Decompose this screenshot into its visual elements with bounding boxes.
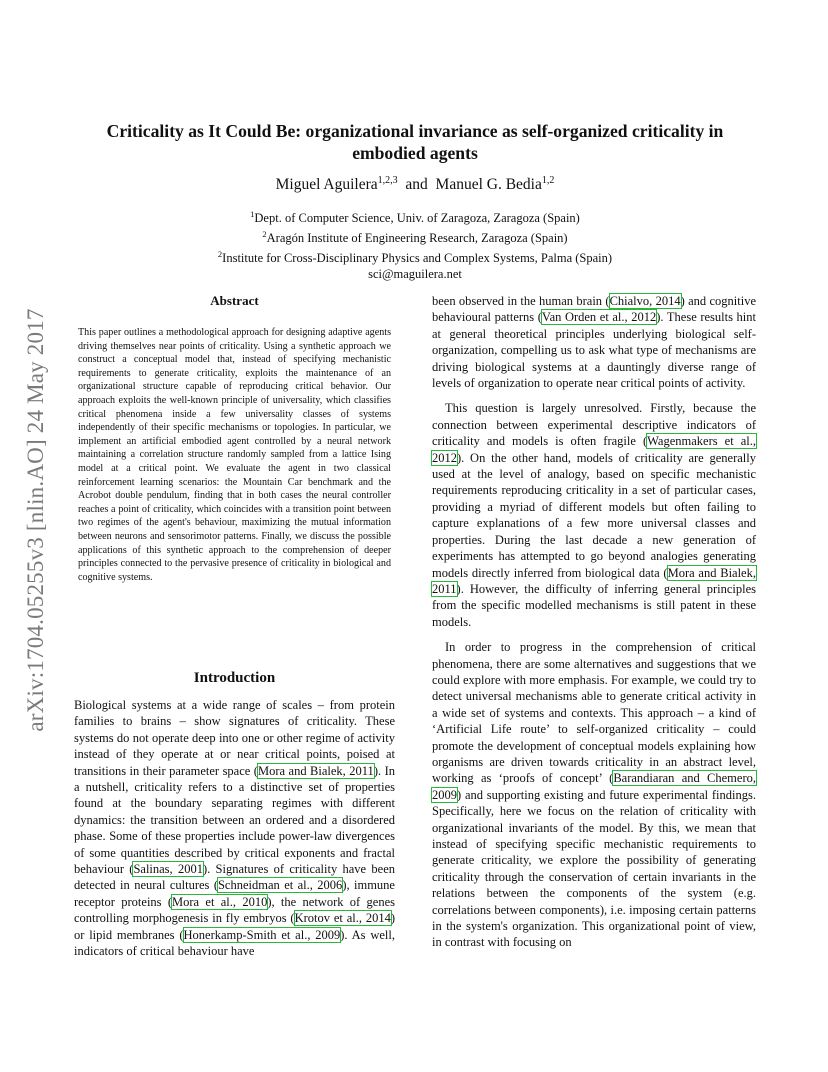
abstract-heading: Abstract: [210, 293, 259, 308]
affiliation-text: Dept. of Computer Science, Univ. of Zaragoza, Zaragoza (Spain): [254, 211, 580, 226]
affiliation-line: [70, 226, 760, 246]
introduction-left-column: [74, 697, 395, 960]
affiliation-line: [70, 246, 760, 266]
arxiv-identifier-stamp: [22, 268, 50, 772]
citation-link[interactable]: Mora and Bialek, 2011: [257, 763, 374, 778]
body-paragraph: been observed in the human brain (Chialvo, 2014) and cognitive behavioural patterns (Van Orden et al., 2012). These results hint at general theoretical principles underlying biological self-organization, compelling us to ask what type of mechanisms are driving biological systems at a dauntingly diverse range of levels of organization to operate near critical points of activity.: [432, 294, 756, 391]
citation-link[interactable]: Schneidman et al., 2006: [217, 878, 343, 893]
citation-link[interactable]: Chialvo, 2014: [609, 294, 681, 308]
affiliation-marker: 2: [217, 249, 223, 260]
abstract-section: [74, 293, 395, 584]
affiliation-text: Institute for Cross-Disciplinary Physics and Complex Systems, Palma (Spain): [222, 251, 613, 266]
citation-link[interactable]: Honerkamp-Smith et al., 2009: [183, 927, 341, 942]
arxiv-identifier-text: arXiv:1704.05255v3 [nlin.AO] 24 May 2017: [23, 308, 48, 732]
introduction-heading: Introduction: [193, 670, 276, 686]
paper-title: Criticality as It Could Be: organizational invariance as self-organized criticality in embodied agents: [106, 121, 724, 163]
author-list: [70, 171, 760, 195]
body-paragraph: This question is largely unresolved. Firstly, because the connection between experimental descriptive indicators of criticality and models is often fragile (Wagenmakers et al., 2012). On the other hand, models of criticality are generally used at the level of analogy, based on specific mechanistic requirements reproducing criticality in a set of particular cases, providing a myriad of different models but often failing to capture explanations of a few more universal classes and properties. During the last decade a new generation of experiments has attempted to go beyond analogies generating models directly inferred from biological data (Mora and Bialek, 2011). However, the difficulty of inferring general principles from the specific modelled mechanisms is still patent in these models.: [432, 401, 756, 629]
citation-link[interactable]: Wagenmakers et al., 2012: [432, 434, 756, 465]
citation-link[interactable]: Van Orden et al., 2012: [541, 310, 657, 325]
author-name: Miguel Aguilera: [275, 176, 378, 194]
affiliation-line: [70, 206, 760, 226]
affiliations: [70, 206, 760, 282]
author-affiliation-marker: 1,2,3: [377, 175, 398, 186]
affiliation-marker: 1: [250, 209, 255, 219]
affiliation-text: Aragón Institute of Engineering Research, Zaragoza (Spain): [266, 231, 568, 246]
citation-link[interactable]: Mora and Bialek, 2011: [432, 565, 756, 596]
citation-link[interactable]: Krotov et al., 2014: [294, 911, 391, 926]
author-name: Manuel G. Bedia: [435, 176, 542, 194]
contact-email[interactable]: sci@maguilera.net: [368, 267, 462, 282]
citation-link[interactable]: Salinas, 2001: [133, 862, 203, 877]
author-conjunction: and: [405, 176, 428, 194]
affiliation-marker: 2: [262, 229, 267, 240]
introduction-paragraph: Biological systems at a wide range of scales – from protein families to brains – show signatures of criticality. These systems do not operate deep into one or other regime of activity instead of they operate at or near critical points, poised at transitions in their parameter space (Mora and Bialek, 2011). In a nutshell, criticality refers to a distinctive set of properties found at the boundary separating regimes with different dynamics: the transition between an ordered and a disordered phase. Some of these properties include power-law divergences of some quantities described by critical exponents and fractal behaviour (Salinas, 2001). Signatures of criticality have been detected in neural cultures (Schneidman et al., 2006), immune receptor proteins (Mora et al., 2010), the network of genes controlling morphogenesis in fly embryos (Krotov et al., 2014) or lipid membranes (Honerkamp-Smith et al., 2009). As well, indicators of critical behaviour have: [74, 698, 395, 959]
body-paragraph: In order to progress in the comprehension of critical phenomena, there are some alternatives and suggestions that we could explore with more emphasis. For example, we could try to detect universal mechanisms able to generate critical activity in a wide set of systems and contexts. This approach – a kind of ‘Artificial Life route’ to self-organized criticality – could promote the development of conceptual models explaining how organisms are driven towards criticality in an abstract level, working as ‘proofs of concept’ (Barandiaran and Chemero, 2009) and supporting existing and future experimental findings. Specifically, here we focus on the relation of criticality with organizational invariants of the model. By this, we mean that instead of specifying specific mechanistic requirements to generate criticality, we explore the possibility of generating criticality through the conservation of certain invariants in the relations between the components of the system (e.g. correlations between components), i.e. imposing certain patterns in the system's organization. This organizational point of view, in contrast with focusing on: [432, 640, 756, 950]
right-column: [432, 293, 756, 951]
citation-link[interactable]: Mora et al., 2010: [172, 894, 268, 909]
author-affiliation-marker: 1,2: [541, 175, 555, 186]
abstract-text: This paper outlines a methodological approach for designing adaptive agents driving themselves near points of criticality. Using a synthetic approach we construct a conceptual model that, instead of specifying mechanistic requirements to generate criticality, exploits the maintenance of an organizational structure capable of reproducing critical behavior. Our approach exploits the well-known principle of universality, which classifies critical phenomena inside a few universality classes of systems independently of their specific mechanisms or topologies. In particular, we implement an artificial embodied agent controlled by a neural network maintaining a correlation structure randomly sampled from a lattice Ising model at a critical point. We evaluate the agent in two classical reinforcement learning scenarios: the Mountain Car benchmark and the Acrobot double pendulum, finding that in both cases the neural controller reaches a point of criticality, which coincides with a transition point between two regimes of the agent's behaviour, maximizing the mutual information between neurons and sensorimotor patterns. Finally, we discuss the possible applications of this synthetic approach to the comprehension of deeper principles connected to the pervasive presence of criticality in biological and cognitive systems.: [78, 327, 391, 583]
citation-link[interactable]: Barandiaran and Chemero, 2009: [432, 771, 756, 802]
